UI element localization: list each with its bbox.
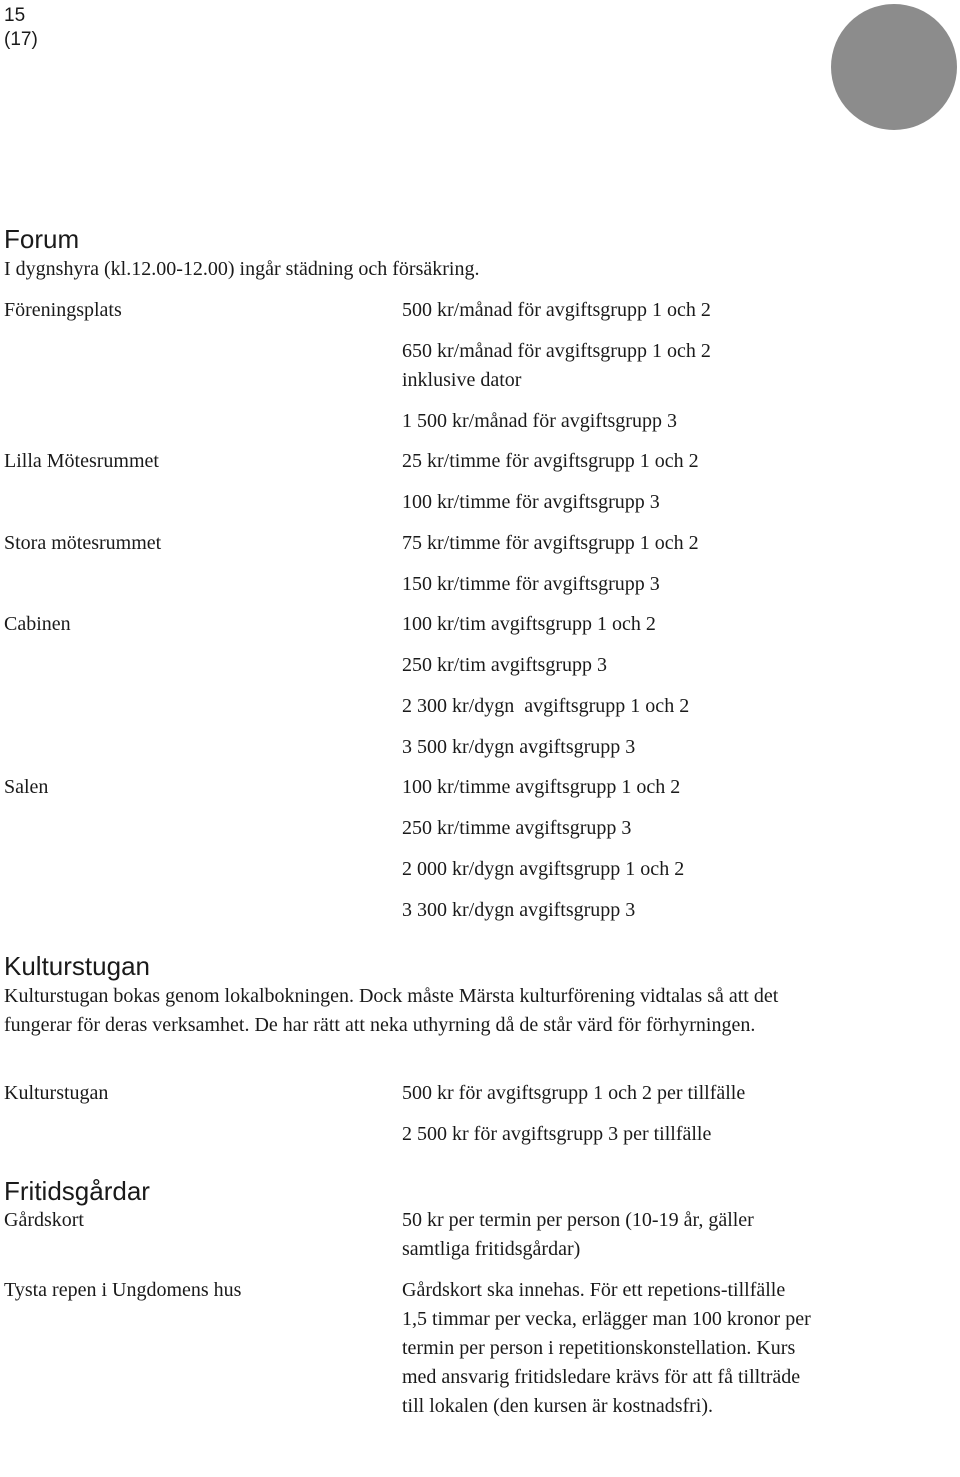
forum-heading: Forum [4,224,80,254]
forum-row-label: Föreningsplats [4,299,122,321]
forum-row-value: 2 000 kr/dygn avgiftsgrupp 1 och 2 [402,858,685,880]
forum-intro: I dygnshyra (kl.12.00-12.00) ingår städning och försäkring. [4,258,480,280]
page-corner-circle [831,4,957,130]
kulturstugan-row-value: 500 kr för avgiftsgrupp 1 och 2 per tillfälle [402,1082,746,1104]
fritidsgardar-heading: Fritidsgårdar [4,1176,150,1206]
forum-row-value: 1 500 kr/månad för avgiftsgrupp 3 [402,410,677,432]
forum-row-value: 3 300 kr/dygn avgiftsgrupp 3 [402,899,636,921]
forum-row-label: Lilla Mötesrummet [4,450,159,472]
forum-row-value: 250 kr/tim avgiftsgrupp 3 [402,654,607,676]
forum-row-label: Salen [4,776,49,798]
forum-row-value: 250 kr/timme avgiftsgrupp 3 [402,817,632,839]
kulturstugan-row-value: 2 500 kr för avgiftsgrupp 3 per tillfälle [402,1123,712,1145]
forum-row-value: 150 kr/timme för avgiftsgrupp 3 [402,573,660,595]
kulturstugan-heading: Kulturstugan [4,951,150,981]
forum-row-value: 100 kr/timme avgiftsgrupp 1 och 2 [402,776,681,798]
forum-row-label: Cabinen [4,613,71,635]
forum-row-value: 2 300 kr/dygn avgiftsgrupp 1 och 2 [402,695,690,717]
forum-row-label: Stora mötesrummet [4,532,162,554]
kulturstugan-intro: Kulturstugan bokas genom lokalbokningen. Dock måste Märsta kulturförening vidtalas så att det fungerar för deras verksamhet. De har rätt att neka uthyrning då de står värd för förhyrningen. [4,985,779,1036]
forum-row-value: 650 kr/månad för avgiftsgrupp 1 och 2 inklusive dator [402,340,711,391]
forum-row-value: 500 kr/månad för avgiftsgrupp 1 och 2 [402,299,711,321]
fritidsgardar-row-label: Gårdskort [4,1209,84,1231]
fritidsgardar-row-value: Gårdskort ska innehas. För ett repetions-tillfälle 1,5 timmar per vecka, erlägger man 100 kronor per termin per person i repetitionskonstellation. Kurs med ansvarig fritidsledare krävs för att få tillträde till lokalen (den kursen är kostnadsfri). [402,1279,811,1417]
forum-row-value: 25 kr/timme för avgiftsgrupp 1 och 2 [402,450,699,472]
forum-row-value: 100 kr/timme för avgiftsgrupp 3 [402,491,660,513]
forum-row-value: 100 kr/tim avgiftsgrupp 1 och 2 [402,613,656,635]
forum-row-value: 75 kr/timme för avgiftsgrupp 1 och 2 [402,532,699,554]
forum-row-value: 3 500 kr/dygn avgiftsgrupp 3 [402,736,636,758]
kulturstugan-row-label: Kulturstugan [4,1082,109,1104]
fritidsgardar-row-value: 50 kr per termin per person (10-19 år, gäller samtliga fritidsgårdar) [402,1209,754,1260]
fritidsgardar-row-label: Tysta repen i Ungdomens hus [4,1279,242,1301]
page-number: 15 (17) [4,5,38,50]
